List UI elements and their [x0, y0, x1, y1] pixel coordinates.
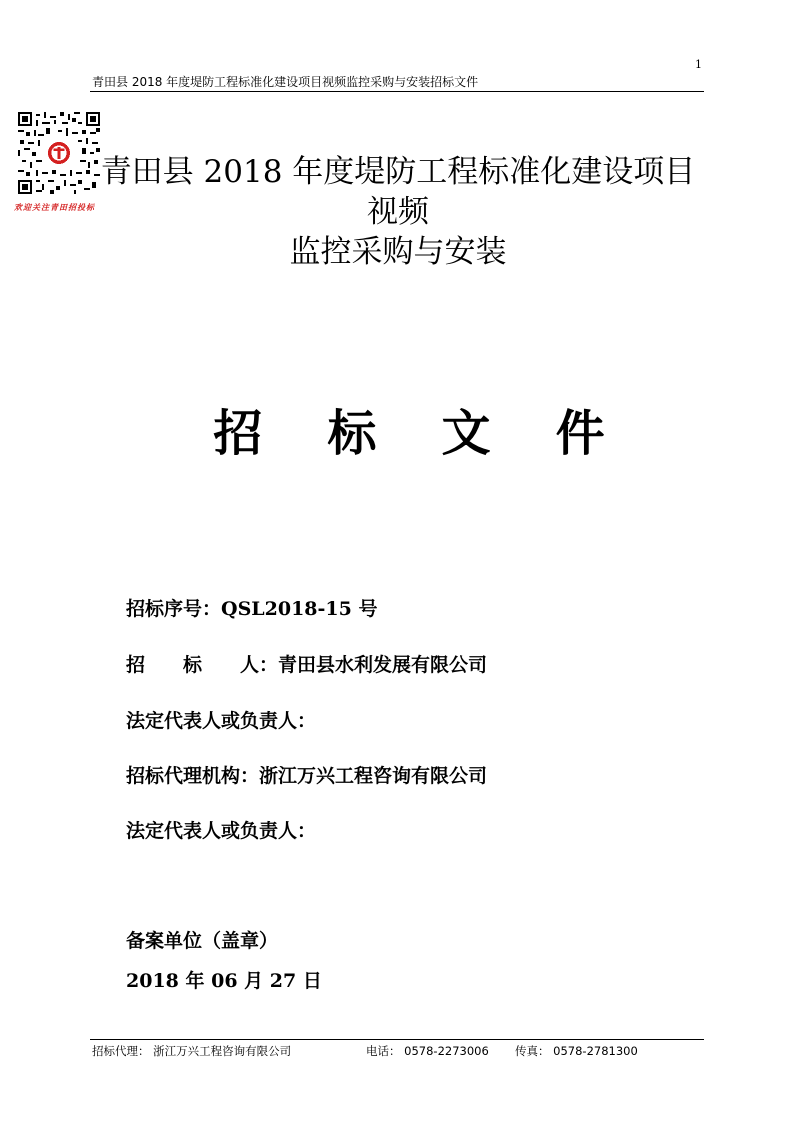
title-line-1: 青田县 2018 年度堤防工程标准化建设项目视频	[100, 154, 696, 230]
footer-fax: 传真： 0578-2781300	[515, 1044, 638, 1058]
page-number: 1	[695, 58, 702, 71]
qr-caption: 欢迎关注青田招投标	[14, 202, 95, 212]
document-title	[98, 152, 698, 272]
footer-agent: 招标代理： 浙江万兴工程咨询有限公司	[92, 1044, 292, 1058]
filing-unit-line: 备案单位（盖章）	[126, 930, 279, 952]
agency-line	[126, 761, 487, 788]
tenderer-value: 青田县水利发展有限公司	[278, 654, 488, 676]
legal-representative-line-1: 法定代表人或负责人：	[126, 710, 317, 732]
tender-number-line	[126, 594, 377, 621]
issue-date: 2018 年 06 月 27 日	[126, 970, 322, 992]
title-line-2: 监控采购与安装	[289, 234, 507, 270]
tenderer-label: 招 标 人：	[126, 654, 279, 676]
footer-phone: 电话： 0578-2273006	[366, 1044, 489, 1058]
header-rule	[90, 91, 704, 92]
legal-representative-line-2: 法定代表人或负责人：	[126, 820, 317, 842]
agency-label: 招标代理机构：	[126, 765, 260, 787]
running-header: 青田县 2018 年度堤防工程标准化建设项目视频监控采购与安装招标文件	[92, 75, 479, 89]
tender-number-value: QSL2018-15 号	[221, 598, 378, 620]
footer-rule	[90, 1039, 704, 1040]
agency-value: 浙江万兴工程咨询有限公司	[259, 765, 488, 787]
tender-number-label: 招标序号：	[126, 598, 222, 620]
document-type-heading: 招 标 文 件	[213, 404, 629, 462]
qr-code-icon	[18, 112, 100, 194]
tenderer-line	[126, 650, 487, 677]
